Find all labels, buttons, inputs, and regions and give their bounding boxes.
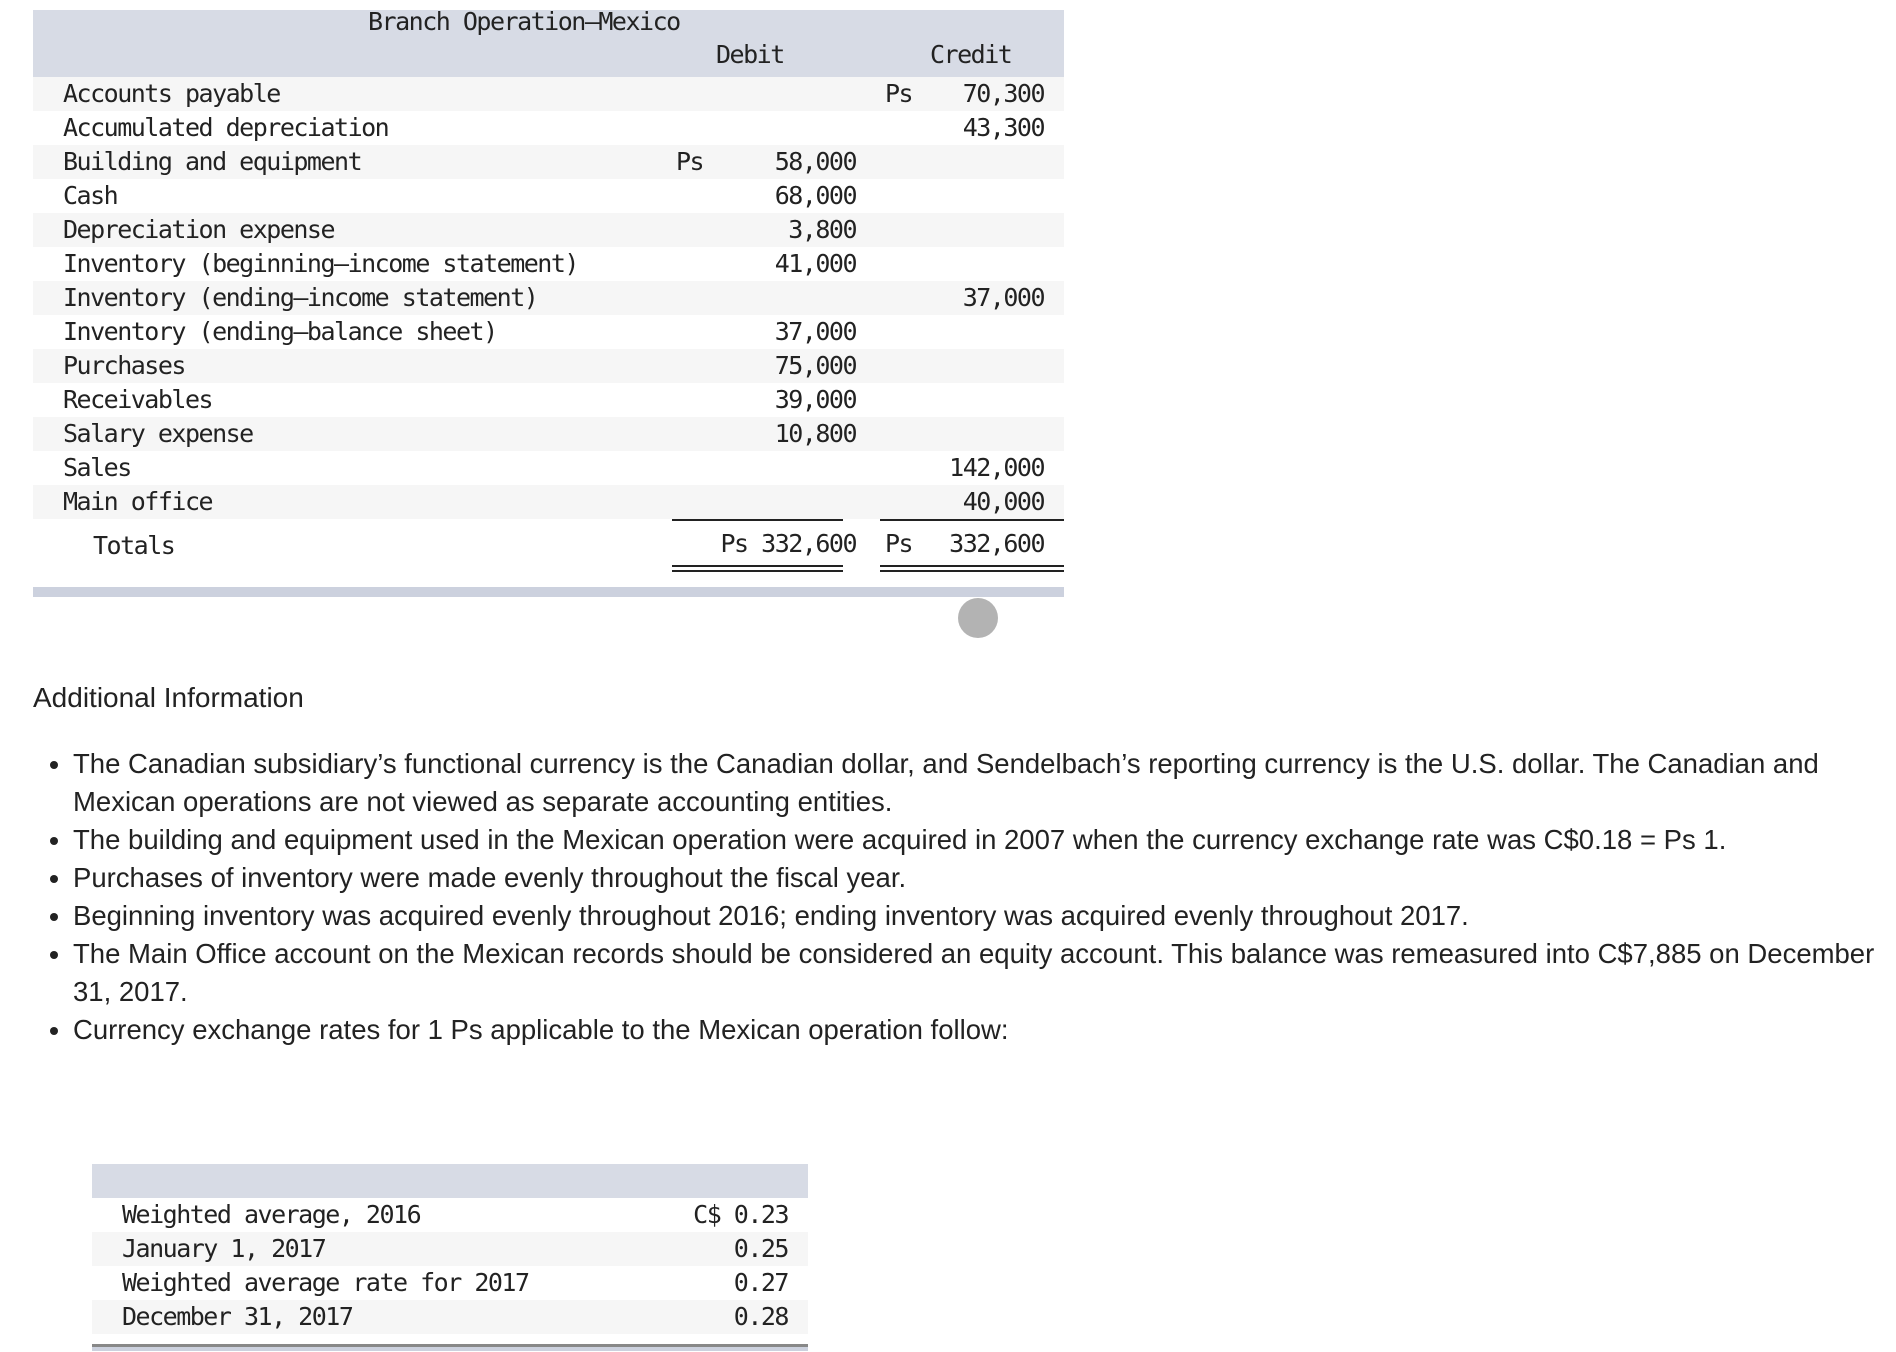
account-label: Building and equipment [63, 147, 362, 176]
account-label: Accumulated depreciation [63, 113, 389, 142]
table-row [33, 451, 1064, 485]
scroll-handle-icon[interactable] [958, 598, 998, 638]
account-label: Inventory (ending—balance sheet) [63, 317, 497, 346]
account-label: Receivables [63, 385, 213, 414]
debit-value: 37,000 [774, 317, 856, 346]
credit-value: 37,000 [962, 283, 1044, 312]
debit-value: 58,000 [774, 147, 856, 176]
debit-value: 39,000 [774, 385, 856, 414]
additional-info-heading: Additional Information [33, 682, 304, 713]
account-label: Sales [63, 453, 131, 482]
table-row [92, 1266, 808, 1300]
table-header [33, 7, 1064, 77]
table-footer-bar [92, 1344, 808, 1351]
account-label: Purchases [63, 351, 185, 380]
table-row [33, 417, 1064, 451]
account-label: Accounts payable [63, 79, 280, 108]
debit-value: 41,000 [774, 249, 856, 278]
rate-value: 0.25 [733, 1234, 788, 1263]
debit-total: Ps 332,600 [720, 529, 856, 558]
account-label: Cash [63, 181, 118, 210]
account-label: Inventory (beginning—income statement) [63, 249, 578, 278]
table-row [92, 1300, 808, 1334]
table-row [33, 77, 1064, 111]
table-row [33, 145, 1064, 179]
credit-currency: Ps [885, 79, 913, 108]
table-row [33, 349, 1064, 383]
debit-value: 68,000 [774, 181, 856, 210]
bullet-item: • The building and equipment used in the Mexican operation were acquired in 2007 when the currency exchange rate was C$0.18 = Ps 1. [73, 821, 1896, 859]
rate-label: December 31, 2017 [122, 1302, 353, 1331]
additional-info-list [36, 745, 1896, 1049]
table-row [33, 315, 1064, 349]
account-label: Depreciation expense [63, 215, 335, 244]
credit-total-prefix: Ps [885, 529, 913, 558]
debit-value: 75,000 [774, 351, 856, 380]
debit-value: 3,800 [788, 215, 856, 244]
table-title: Branch Operation—Mexico [368, 7, 680, 36]
table-row [92, 1232, 808, 1266]
table-row [33, 485, 1064, 519]
table-row [33, 213, 1064, 247]
table-row [33, 179, 1064, 213]
rate-value: 0.27 [733, 1268, 788, 1297]
rate-label: January 1, 2017 [122, 1234, 326, 1263]
rate-value: C$ 0.23 [693, 1200, 788, 1229]
bullet-item: • The Canadian subsidiary’s functional currency is the Canadian dollar, and Sendelbach’s reporting currency is the U.S. dollar. The Canadian and Mexican operations are not viewed as separate accounting entities. [73, 745, 1896, 821]
credit-header: Credit [930, 40, 1012, 69]
totals-row [33, 519, 1064, 575]
table-row [33, 111, 1064, 145]
bullet-item: • Purchases of inventory were made evenly throughout the fiscal year. [73, 859, 1896, 897]
credit-value: 43,300 [962, 113, 1044, 142]
credit-value: 70,300 [962, 79, 1044, 108]
table-header [92, 1164, 808, 1198]
table-row [33, 247, 1064, 281]
table-row [33, 281, 1064, 315]
bullet-item: • The Main Office account on the Mexican records should be considered an equity account. This balance was remeasured into C$7,885 on December 31, 2017. [73, 935, 1896, 1011]
account-label: Main office [63, 487, 213, 516]
rate-label: Weighted average rate for 2017 [122, 1268, 529, 1297]
bullet-item: • Currency exchange rates for 1 Ps applicable to the Mexican operation follow: [73, 1011, 1896, 1049]
debit-currency: Ps [676, 147, 704, 176]
totals-label: Totals [93, 531, 175, 560]
table-footer-bar [33, 587, 1064, 597]
bullet-item: • Beginning inventory was acquired evenly throughout 2016; ending inventory was acquired evenly throughout 2017. [73, 897, 1896, 935]
debit-header: Debit [716, 40, 784, 69]
credit-value: 40,000 [962, 487, 1044, 516]
table-row [92, 1198, 808, 1232]
account-label: Salary expense [63, 419, 253, 448]
credit-total: 332,600 [949, 529, 1044, 558]
rate-value: 0.28 [733, 1302, 788, 1331]
rate-label: Weighted average, 2016 [122, 1200, 421, 1229]
account-label: Inventory (ending—income statement) [63, 283, 538, 312]
debit-value: 10,800 [774, 419, 856, 448]
credit-value: 142,000 [949, 453, 1044, 482]
exchange-rates-table [92, 1164, 808, 1351]
table-row [33, 383, 1064, 417]
trial-balance-table [33, 7, 1064, 597]
